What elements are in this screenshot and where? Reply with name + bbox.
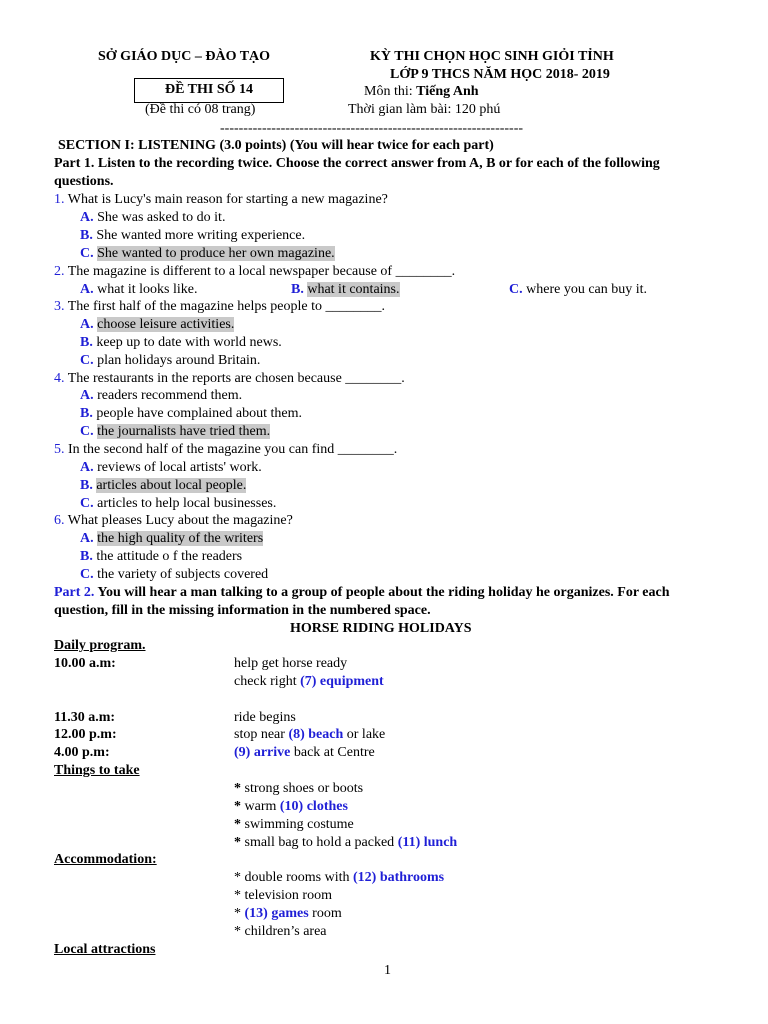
local-attractions-heading: Local attractions xyxy=(54,942,156,957)
highlighted-answer: She wanted to produce her own magazine. xyxy=(97,246,335,261)
q1-option-b: B. She wanted more writing experience. xyxy=(80,228,306,243)
part2-intro-line-2: question, fill in the missing information in the numbered space. xyxy=(54,603,431,618)
exam-title-line-1: KỲ THI CHỌN HỌC SINH GIỎI TỈNH xyxy=(370,49,614,64)
q4-option-a: A. readers recommend them. xyxy=(80,388,243,403)
question-6: 6. What pleases Lucy about the magazine? xyxy=(54,513,293,528)
q3-option-c: C. plan holidays around Britain. xyxy=(80,353,261,368)
part2-title: HORSE RIDING HOLIDAYS xyxy=(290,621,472,636)
filled-answer: (12) bathrooms xyxy=(353,870,445,885)
question-2: 2. The magazine is different to a local newspaper because of ________. xyxy=(54,264,456,279)
part1-intro-line-1: Part 1. Listen to the recording twice. Choose the correct answer from A, B or for each of the following xyxy=(54,156,660,171)
thing-item: * small bag to hold a packed (11) lunch xyxy=(234,835,458,850)
time-line: Thời gian làm bài: 120 phú xyxy=(348,102,501,117)
question-1: 1. What is Lucy's main reason for starting a new magazine? xyxy=(54,192,388,207)
question-3: 3. The first half of the magazine helps people to ________. xyxy=(54,299,385,314)
q3-option-b: B. keep up to date with world news. xyxy=(80,335,282,350)
q1-option-a: A. She was asked to do it. xyxy=(80,210,226,225)
q6-option-c: C. the variety of subjects covered xyxy=(80,567,269,582)
q2-option-c: C. where you can buy it. xyxy=(509,282,648,297)
schedule-item: help get horse ready xyxy=(234,656,348,671)
schedule-item: stop near (8) beach or lake xyxy=(234,727,386,742)
subject-label: Môn thi: xyxy=(364,84,417,99)
question-5: 5. In the second half of the magazine you can find ________. xyxy=(54,442,398,457)
q5-option-b: B. articles about local people. xyxy=(80,478,247,493)
filled-answer: (11) lunch xyxy=(397,835,458,850)
filled-answer: (7) equipment xyxy=(300,674,384,689)
q3-option-a: A. choose leisure activities. xyxy=(80,317,235,332)
subject-value: Tiếng Anh xyxy=(416,84,479,99)
accom-item: * children’s area xyxy=(234,924,327,939)
accommodation-heading: Accommodation: xyxy=(54,852,157,867)
schedule-time: 11.30 a.m: xyxy=(54,710,116,725)
things-to-take-heading: Things to take xyxy=(54,763,140,778)
q4-option-b: B. people have complained about them. xyxy=(80,406,302,421)
q5-option-a: A. reviews of local artists' work. xyxy=(80,460,262,475)
filled-answer: (8) beach xyxy=(288,727,344,742)
part1-intro-line-2: questions. xyxy=(54,174,114,189)
schedule-time: 12.00 p.m: xyxy=(54,727,117,742)
thing-item: * swimming costume xyxy=(234,817,354,832)
filled-answer: (9) arrive xyxy=(234,745,291,760)
q2-option-b: B. what it contains. xyxy=(291,282,400,297)
highlighted-answer: choose leisure activities. xyxy=(97,317,235,332)
schedule-item: ride begins xyxy=(234,710,296,725)
page-number: 1 xyxy=(384,963,391,978)
pages-note: (Đề thi có 08 trang) xyxy=(145,102,256,117)
schedule-item: check right (7) equipment xyxy=(234,674,384,689)
thing-item: * strong shoes or boots xyxy=(234,781,364,796)
filled-answer: (13) games xyxy=(244,906,309,921)
schedule-time: 10.00 a.m: xyxy=(54,656,116,671)
department-name: SỞ GIÁO DỤC – ĐÀO TẠO xyxy=(98,49,271,64)
part2-intro-line-1: Part 2. You will hear a man talking to a group of people about the riding holiday he organizes. For each xyxy=(54,585,670,600)
bullet-asterisk: * xyxy=(234,781,241,796)
q5-option-c: C. articles to help local businesses. xyxy=(80,496,277,511)
q1-option-c: C. She wanted to produce her own magazine. xyxy=(80,246,335,261)
q6-option-b: B. the attitude o f the readers xyxy=(80,549,243,564)
schedule-time: 4.00 p.m: xyxy=(54,745,110,760)
bullet-asterisk: * xyxy=(234,799,241,814)
exam-number-box: ĐỀ THI SỐ 14 xyxy=(134,78,284,103)
subject-line xyxy=(364,83,479,101)
header-divider: ----------------------------------------------------------------- xyxy=(220,121,524,136)
highlighted-answer: articles about local people. xyxy=(96,478,247,493)
section-title: SECTION I: LISTENING (3.0 points) (You will hear twice for each part) xyxy=(58,138,494,153)
filled-answer: (10) clothes xyxy=(279,799,348,814)
question-4: 4. The restaurants in the reports are chosen because ________. xyxy=(54,371,405,386)
highlighted-answer: the high quality of the writers xyxy=(97,531,264,546)
accom-item: * television room xyxy=(234,888,332,903)
bullet-asterisk: * xyxy=(234,835,241,850)
highlighted-answer: the journalists have tried them. xyxy=(97,424,271,439)
bullet-asterisk: * xyxy=(234,817,241,832)
accom-item: * (13) games room xyxy=(234,906,342,921)
highlighted-answer: what it contains. xyxy=(307,282,400,297)
schedule-item: (9) arrive back at Centre xyxy=(234,745,375,760)
exam-title-line-2: LỚP 9 THCS NĂM HỌC 2018- 2019 xyxy=(390,67,610,82)
accom-item: * double rooms with (12) bathrooms xyxy=(234,870,445,885)
thing-item: * warm (10) clothes xyxy=(234,799,348,814)
q2-option-a: A. what it looks like. xyxy=(80,282,198,297)
daily-program-heading: Daily program. xyxy=(54,638,146,653)
q4-option-c: C. the journalists have tried them. xyxy=(80,424,271,439)
q6-option-a: A. the high quality of the writers xyxy=(80,531,264,546)
